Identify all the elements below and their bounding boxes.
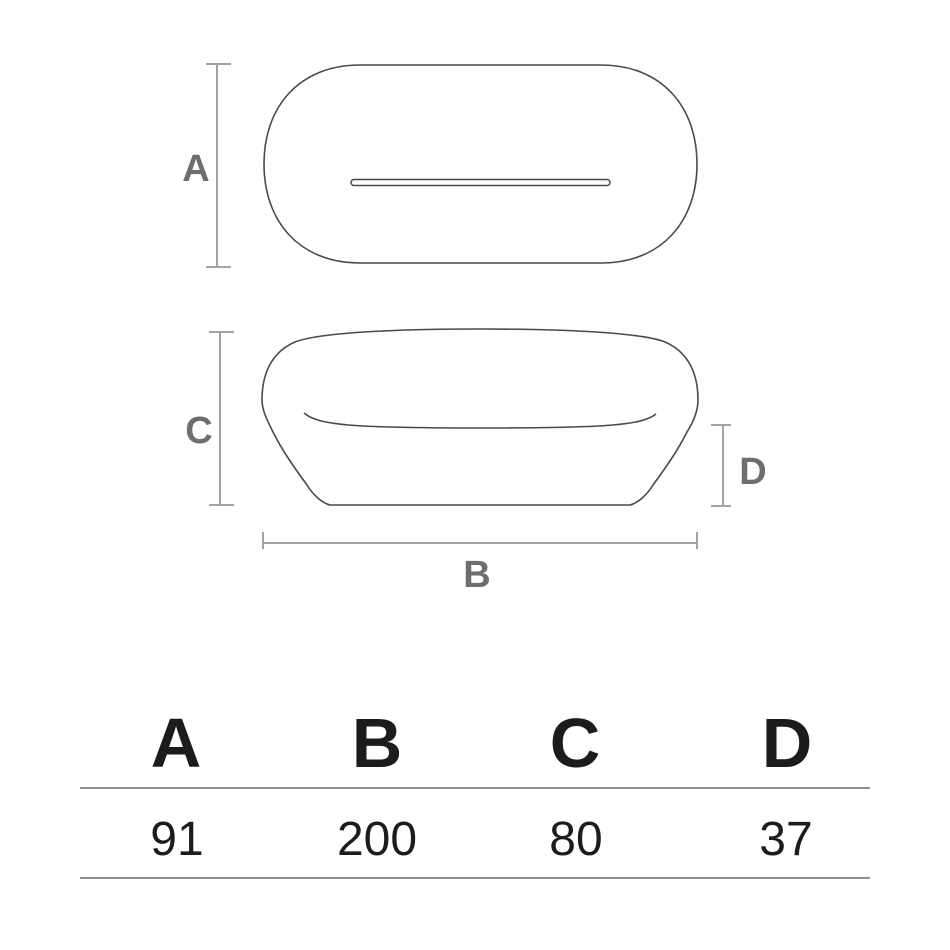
dimension-d — [711, 425, 767, 506]
sofa-front-view — [262, 329, 698, 505]
dimension-b — [263, 532, 697, 596]
table-header-a: A — [150, 704, 202, 782]
table-value-d: 37 — [759, 813, 813, 866]
dimension-c — [185, 332, 234, 505]
dimension-label-a: A — [182, 148, 210, 190]
sofa-top-view — [264, 65, 697, 263]
dimensions-table — [80, 704, 870, 878]
sofa-front-view-outline — [262, 329, 698, 505]
table-value-c: 80 — [549, 813, 603, 866]
table-header-c: C — [549, 704, 601, 782]
table-header-d: D — [761, 704, 813, 782]
dimension-label-c: C — [185, 410, 213, 452]
table-value-b: 200 — [336, 813, 418, 866]
sofa-top-view-seat-slot — [351, 180, 610, 186]
dimension-label-b: B — [463, 554, 491, 596]
dimension-label-d: D — [739, 451, 767, 493]
table-value-a: 91 — [150, 813, 204, 866]
sofa-top-view-outline — [264, 65, 697, 263]
table-header-b: B — [351, 704, 403, 782]
dimension-a — [182, 64, 231, 267]
